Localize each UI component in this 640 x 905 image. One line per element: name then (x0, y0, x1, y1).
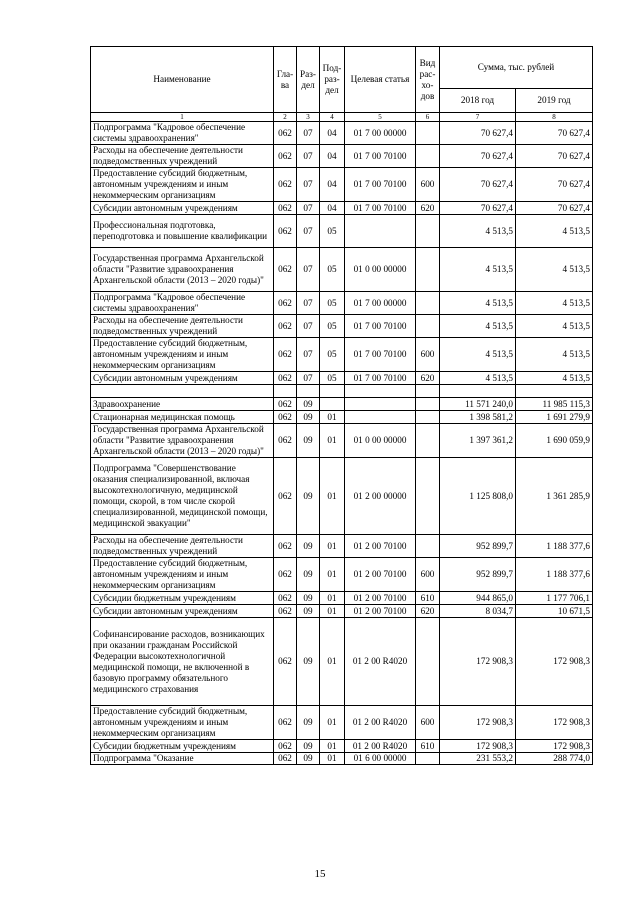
table-cell-vid (416, 145, 440, 168)
table-cell-target: 01 7 00 70100 (345, 315, 416, 338)
table-cell-sum-2019 (516, 385, 593, 398)
table-cell-podrazdel: 04 (320, 168, 345, 202)
page-number: 15 (314, 868, 326, 880)
table-cell-glava: 062 (274, 168, 297, 202)
table-cell-target: 01 2 00 R4020 (345, 618, 416, 706)
table-cell-glava: 062 (274, 248, 297, 292)
table-cell-glava: 062 (274, 592, 297, 605)
table-cell-sum-2018: 1 125 808,0 (440, 458, 516, 535)
table-cell-target: 01 7 00 70100 (345, 202, 416, 215)
table-cell-sum-2018: 172 908,3 (440, 740, 516, 753)
table-cell-name: Подпрограмма "Кадровое обеспечение системы здравоохранения" (91, 292, 274, 315)
table-cell-sum-2019: 172 908,3 (516, 706, 593, 740)
table-cell-sum-2018: 1 398 581,2 (440, 411, 516, 424)
table-cell-target: 01 7 00 70100 (345, 338, 416, 372)
column-number: 4 (320, 113, 345, 122)
table-row (91, 605, 593, 618)
table-cell-podrazdel: 05 (320, 292, 345, 315)
table-cell-name: Государственная программа Архангельской области "Развитие здравоохранения Архангельской области (2013 – 2020 годы)" (91, 424, 274, 458)
table-cell-glava: 062 (274, 618, 297, 706)
table-cell-vid (416, 458, 440, 535)
header-2018: 2018 год (440, 89, 516, 113)
table-cell-glava: 062 (274, 202, 297, 215)
header-sum: Сумма, тыс. рублей (440, 47, 593, 89)
table-row (91, 315, 593, 338)
table-cell-sum-2019: 70 627,4 (516, 168, 593, 202)
table-cell-glava: 062 (274, 338, 297, 372)
table-cell-podrazdel: 04 (320, 202, 345, 215)
budget-table (90, 46, 593, 765)
table-cell-razdel: 09 (297, 592, 320, 605)
table-cell-vid (416, 398, 440, 411)
header-name: Наименование (91, 47, 274, 113)
table-cell-glava: 062 (274, 753, 297, 765)
table-cell-podrazdel: 01 (320, 558, 345, 592)
table-cell-vid (416, 248, 440, 292)
table-cell-sum-2019: 288 774,0 (516, 753, 593, 765)
table-cell-glava: 062 (274, 372, 297, 385)
table-cell-name (91, 385, 274, 398)
table-cell-podrazdel: 01 (320, 458, 345, 535)
column-number: 2 (274, 113, 297, 122)
table-row (91, 753, 593, 765)
table-cell-podrazdel: 01 (320, 740, 345, 753)
table-cell-sum-2018: 4 513,5 (440, 372, 516, 385)
table-cell-sum-2018: 70 627,4 (440, 145, 516, 168)
table-cell-target: 01 7 00 00000 (345, 122, 416, 145)
table-cell-podrazdel (320, 398, 345, 411)
table-cell-target: 01 7 00 70100 (345, 145, 416, 168)
table-cell-podrazdel: 01 (320, 753, 345, 765)
header-vid: Вид рас-хо-дов (416, 47, 440, 113)
table-cell-razdel: 07 (297, 338, 320, 372)
column-number: 7 (440, 113, 516, 122)
table-cell-podrazdel: 04 (320, 145, 345, 168)
table-cell-razdel: 07 (297, 122, 320, 145)
header-target: Целевая статья (345, 47, 416, 113)
table-cell-target: 01 7 00 70100 (345, 168, 416, 202)
table-cell-name: Государственная программа Архангельской области "Развитие здравоохранения Архангельской области (2013 – 2020 годы)" (91, 248, 274, 292)
table-cell-vid (416, 535, 440, 558)
column-number: 5 (345, 113, 416, 122)
table-cell-sum-2018: 70 627,4 (440, 168, 516, 202)
table-cell-name: Профессиональная подготовка, переподготовка и повышение квалификации (91, 215, 274, 248)
table-row (91, 168, 593, 202)
table-cell-razdel: 07 (297, 248, 320, 292)
column-number: 6 (416, 113, 440, 122)
table-cell-sum-2018: 1 397 361,2 (440, 424, 516, 458)
table-cell-sum-2019: 1 188 377,6 (516, 558, 593, 592)
table-cell-vid (416, 122, 440, 145)
table-row (91, 592, 593, 605)
table-cell-name: Субсидии автономным учреждениям (91, 202, 274, 215)
table-cell-glava: 062 (274, 122, 297, 145)
table-row (91, 535, 593, 558)
table-cell-vid: 620 (416, 605, 440, 618)
table-row (91, 411, 593, 424)
table-cell-podrazdel: 01 (320, 605, 345, 618)
table-cell-vid: 600 (416, 168, 440, 202)
table-cell-podrazdel: 05 (320, 315, 345, 338)
table-cell-name: Предоставление субсидий бюджетным, автономным учреждениям и иным некоммерческим организациям (91, 168, 274, 202)
table-cell-sum-2018: 4 513,5 (440, 338, 516, 372)
table-cell-vid: 600 (416, 558, 440, 592)
table-cell-podrazdel: 01 (320, 592, 345, 605)
table-cell-name: Подпрограмма "Оказание (91, 753, 274, 765)
table-cell-vid: 600 (416, 706, 440, 740)
table-row (91, 338, 593, 372)
table-cell-glava: 062 (274, 605, 297, 618)
table-cell-sum-2019: 70 627,4 (516, 122, 593, 145)
table-cell-sum-2018 (440, 385, 516, 398)
table-cell-podrazdel: 01 (320, 535, 345, 558)
table-cell-vid (416, 618, 440, 706)
table-cell-target (345, 398, 416, 411)
table-cell-name: Расходы на обеспечение деятельности подведомственных учреждений (91, 315, 274, 338)
table-row (91, 215, 593, 248)
table-cell-sum-2018: 944 865,0 (440, 592, 516, 605)
table-cell-target: 01 2 00 R4020 (345, 740, 416, 753)
table-cell-vid (416, 315, 440, 338)
table-cell-name: Стационарная медицинская помощь (91, 411, 274, 424)
table-cell-name: Субсидии автономным учреждениям (91, 605, 274, 618)
table-cell-sum-2019: 4 513,5 (516, 248, 593, 292)
table-cell-sum-2018: 70 627,4 (440, 122, 516, 145)
table-cell-razdel: 09 (297, 398, 320, 411)
table-cell-sum-2018: 4 513,5 (440, 248, 516, 292)
table-row (91, 145, 593, 168)
column-number: 1 (91, 113, 274, 122)
table-cell-target: 01 2 00 00000 (345, 458, 416, 535)
table-cell-vid: 610 (416, 592, 440, 605)
table-cell-glava: 062 (274, 315, 297, 338)
table-cell-vid: 610 (416, 740, 440, 753)
table-cell-glava: 062 (274, 458, 297, 535)
table-cell-sum-2019: 4 513,5 (516, 292, 593, 315)
header-glava: Гла-ва (274, 47, 297, 113)
table-cell-razdel: 07 (297, 145, 320, 168)
table-row (91, 202, 593, 215)
table-cell-vid (416, 215, 440, 248)
table-cell-razdel: 07 (297, 202, 320, 215)
table-cell-razdel: 09 (297, 753, 320, 765)
table-row (91, 385, 593, 398)
table-cell-sum-2018: 4 513,5 (440, 292, 516, 315)
table-row (91, 558, 593, 592)
table-cell-razdel: 09 (297, 605, 320, 618)
table-cell-target: 01 2 00 70100 (345, 592, 416, 605)
table-cell-sum-2019: 4 513,5 (516, 215, 593, 248)
table-cell-name: Расходы на обеспечение деятельности подведомственных учреждений (91, 145, 274, 168)
table-cell-sum-2018: 952 899,7 (440, 558, 516, 592)
table-cell-target: 01 2 00 70100 (345, 605, 416, 618)
table-cell-glava (274, 385, 297, 398)
header-razdel: Раз-дел (297, 47, 320, 113)
table-cell-name: Подпрограмма "Кадровое обеспечение системы здравоохранения" (91, 122, 274, 145)
table-cell-name: Субсидии автономным учреждениям (91, 372, 274, 385)
table-cell-sum-2018: 70 627,4 (440, 202, 516, 215)
table-cell-target (345, 411, 416, 424)
table-cell-sum-2018: 4 513,5 (440, 215, 516, 248)
table-cell-target: 01 2 00 70100 (345, 535, 416, 558)
table-cell-name: Расходы на обеспечение деятельности подведомственных учреждений (91, 535, 274, 558)
table-cell-sum-2018: 172 908,3 (440, 618, 516, 706)
table-cell-vid: 600 (416, 338, 440, 372)
table-cell-name: Софинансирование расходов, возникающих при оказании гражданам Российской Федерации высокотехнологичной медицинской помощи, не включенной в базовую программу обязательного медицинского страхования (91, 618, 274, 706)
table-row (91, 424, 593, 458)
table-cell-vid: 620 (416, 202, 440, 215)
table-cell-target: 01 0 00 00000 (345, 248, 416, 292)
table-cell-sum-2018: 4 513,5 (440, 315, 516, 338)
table-cell-name: Субсидии бюджетным учреждениям (91, 592, 274, 605)
table-cell-target (345, 215, 416, 248)
table-cell-podrazdel: 04 (320, 122, 345, 145)
table-cell-sum-2019: 172 908,3 (516, 618, 593, 706)
column-number: 3 (297, 113, 320, 122)
table-cell-razdel: 09 (297, 558, 320, 592)
table-cell-sum-2019: 4 513,5 (516, 372, 593, 385)
table-cell-sum-2019: 11 985 115,3 (516, 398, 593, 411)
table-cell-razdel: 07 (297, 168, 320, 202)
table-cell-vid: 620 (416, 372, 440, 385)
table-cell-podrazdel: 05 (320, 248, 345, 292)
table-cell-podrazdel: 05 (320, 215, 345, 248)
table-row (91, 706, 593, 740)
table-cell-sum-2019: 70 627,4 (516, 202, 593, 215)
table-cell-vid (416, 424, 440, 458)
table-cell-razdel: 07 (297, 215, 320, 248)
table-cell-vid (416, 753, 440, 765)
table-cell-sum-2019: 1 188 377,6 (516, 535, 593, 558)
table-cell-vid (416, 411, 440, 424)
table-cell-podrazdel: 01 (320, 618, 345, 706)
table-cell-target: 01 6 00 00000 (345, 753, 416, 765)
table-cell-sum-2018: 231 553,2 (440, 753, 516, 765)
table-cell-name: Подпрограмма "Совершенствование оказания специализированной, включая высокотехнологичную, медицинской помощи, скорой, в том числе скорой специализированной, медицинской помощи, медицинской эвакуации" (91, 458, 274, 535)
table-cell-razdel: 07 (297, 315, 320, 338)
table-cell-razdel: 07 (297, 292, 320, 315)
column-number: 8 (516, 113, 593, 122)
table-cell-name: Предоставление субсидий бюджетным, автономным учреждениям и иным некоммерческим организациям (91, 338, 274, 372)
table-cell-razdel: 09 (297, 458, 320, 535)
table-cell-sum-2019: 4 513,5 (516, 338, 593, 372)
table-cell-sum-2019: 1 361 285,9 (516, 458, 593, 535)
table-cell-podrazdel: 01 (320, 411, 345, 424)
table-cell-glava: 062 (274, 145, 297, 168)
table-row (91, 122, 593, 145)
table-cell-glava: 062 (274, 558, 297, 592)
table-cell-podrazdel (320, 385, 345, 398)
table-cell-vid (416, 292, 440, 315)
table-cell-target: 01 0 00 00000 (345, 424, 416, 458)
table-cell-sum-2018: 8 034,7 (440, 605, 516, 618)
table-cell-name: Предоставление субсидий бюджетным, автономным учреждениям и иным некоммерческим организациям (91, 558, 274, 592)
table-cell-razdel: 09 (297, 706, 320, 740)
table-cell-glava: 062 (274, 411, 297, 424)
table-cell-podrazdel: 01 (320, 706, 345, 740)
table-cell-podrazdel: 01 (320, 424, 345, 458)
table-cell-glava: 062 (274, 215, 297, 248)
table-cell-target: 01 2 00 70100 (345, 558, 416, 592)
table-cell-sum-2019: 70 627,4 (516, 145, 593, 168)
header-podrazdel: Под-раз-дел (320, 47, 345, 113)
table-row (91, 248, 593, 292)
table-row (91, 618, 593, 706)
table-cell-glava: 062 (274, 740, 297, 753)
table-cell-sum-2019: 172 908,3 (516, 740, 593, 753)
table-row (91, 458, 593, 535)
table-cell-target (345, 385, 416, 398)
table-cell-name: Предоставление субсидий бюджетным, автономным учреждениям и иным некоммерческим организациям (91, 706, 274, 740)
table-cell-name: Субсидии бюджетным учреждениям (91, 740, 274, 753)
table-cell-sum-2019: 1 691 279,9 (516, 411, 593, 424)
table-row (91, 292, 593, 315)
table-cell-razdel: 07 (297, 372, 320, 385)
table-cell-glava: 062 (274, 398, 297, 411)
table-row (91, 740, 593, 753)
table-cell-razdel: 09 (297, 618, 320, 706)
table-cell-razdel: 09 (297, 424, 320, 458)
table-cell-sum-2018: 952 899,7 (440, 535, 516, 558)
table-cell-glava: 062 (274, 292, 297, 315)
table-cell-sum-2019: 1 690 059,9 (516, 424, 593, 458)
table-cell-glava: 062 (274, 535, 297, 558)
table-cell-razdel: 09 (297, 740, 320, 753)
table-cell-sum-2018: 11 571 240,0 (440, 398, 516, 411)
table-cell-glava: 062 (274, 706, 297, 740)
table-cell-sum-2019: 10 671,5 (516, 605, 593, 618)
table-cell-podrazdel: 05 (320, 338, 345, 372)
table-row (91, 372, 593, 385)
table-cell-sum-2019: 4 513,5 (516, 315, 593, 338)
table-cell-razdel: 09 (297, 535, 320, 558)
table-cell-target: 01 2 00 R4020 (345, 706, 416, 740)
table-cell-target: 01 7 00 00000 (345, 292, 416, 315)
table-cell-podrazdel: 05 (320, 372, 345, 385)
header-2019: 2019 год (516, 89, 593, 113)
table-cell-sum-2019: 1 177 706,1 (516, 592, 593, 605)
table-cell-glava: 062 (274, 424, 297, 458)
table-cell-target: 01 7 00 70100 (345, 372, 416, 385)
table-row (91, 398, 593, 411)
table-cell-sum-2018: 172 908,3 (440, 706, 516, 740)
table-cell-vid (416, 385, 440, 398)
table-cell-razdel (297, 385, 320, 398)
table-cell-name: Здравоохранение (91, 398, 274, 411)
table-cell-razdel: 09 (297, 411, 320, 424)
